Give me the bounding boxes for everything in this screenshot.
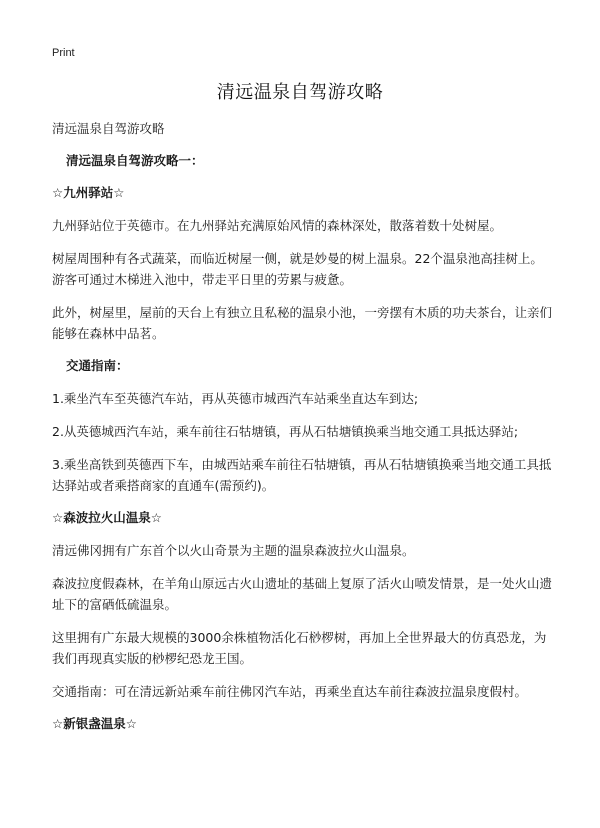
article-subtitle: 清远温泉自驾游攻略 [52, 121, 165, 136]
transport-step: 1.乘坐汽车至英德汽车站，再从英德市城西汽车站乘坐直达车到达; [52, 391, 419, 406]
transport-step: 3.乘坐高铁到英德西下车，由城西站乘车前往石牯塘镇，再从石牯塘镇换乘当地交通工具抵达驿站或者乘搭商家的直通车(需预约)。 [52, 457, 552, 493]
section-heading-senbola: ☆森波拉火山温泉☆ [52, 510, 162, 525]
paragraph: 树屋周围种有各式蔬菜，而临近树屋一侧，就是妙曼的树上温泉。22个温泉池高挂树上。游客可通过木梯进入池中，带走平日里的劳累与疲惫。 [52, 251, 543, 287]
paragraph: 这里拥有广东最大规模的3000余株植物活化石桫椤树，再加上全世界最大的仿真恐龙，为我们再现真实版的桫椤纪恐龙王国。 [52, 630, 547, 666]
paragraph: 交通指南：可在清远新站乘车前往佛冈汽车站，再乘坐直达车前往森波拉温泉度假村。 [52, 684, 528, 699]
section-heading-xinyinzhan: ☆新银盏温泉☆ [52, 716, 137, 731]
paragraph: 清远佛冈拥有广东首个以火山奇景为主题的温泉森波拉火山温泉。 [52, 543, 415, 558]
article-body [52, 118, 552, 734]
paragraph: 此外，树屋里，屋前的天台上有独立且私秘的温泉小池，一旁摆有木质的功夫茶台，让亲们能够在森林中品茗。 [52, 305, 553, 341]
paragraph: 九州驿站位于英德市。在九州驿站充满原始风情的森林深处，散落着数十处树屋。 [52, 218, 503, 233]
section-heading-jiuzhou-station: ☆九州驿站☆ [52, 185, 125, 200]
paragraph: 森波拉度假森林，在羊角山原远古火山遗址的基础上复原了活火山喷发情景，是一处火山遗址下的富硒低硫温泉。 [52, 576, 553, 612]
print-link[interactable]: Print [52, 47, 75, 59]
section-heading-transport: 交通指南： [66, 358, 129, 373]
page-title: 清远温泉自驾游攻略 [216, 82, 384, 103]
section-heading-guide-one: 清远温泉自驾游攻略一： [66, 153, 204, 168]
transport-step: 2.从英德城西汽车站，乘车前往石牯塘镇，再从石牯塘镇换乘当地交通工具抵达驿站; [52, 424, 519, 439]
